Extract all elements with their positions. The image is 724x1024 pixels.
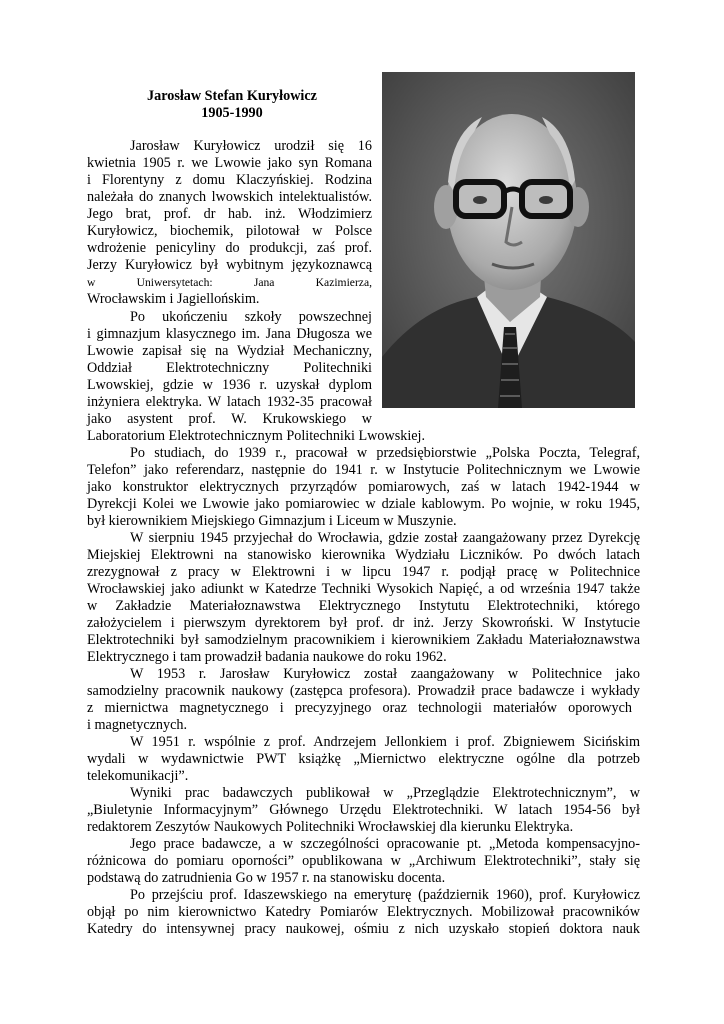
text-line: różnicowa do pomiaru oporności” opublikowana w „Archiwum Elektrotechniki”, stały się — [87, 853, 640, 869]
text-line: wydali w wydawnictwie PWT książkę „Miernictwo elektryczne ogólne dla potrzeb — [87, 751, 640, 767]
document-years: 1905-1990 — [201, 105, 263, 121]
text-line: Laboratorium Elektrotechnicznym Politechniki Lwowskiej. — [87, 428, 426, 444]
text-line: podstawą do zatrudnienia Go w 1957 r. na stanowisku docenta. — [87, 870, 446, 886]
text-line: Jego brat, prof. dr hab. inż. Włodzimierz — [87, 206, 372, 222]
text-line: Jerzy Kuryłowicz był wybitnym językoznawcą — [87, 257, 372, 273]
text-line: Lwowie zapisał się na Wydział Mechaniczny, — [87, 343, 372, 359]
text-line: Katedry do intensywnej pracy naukowej, ośmiu z nich uzyskało stopień doktora nauk — [87, 921, 640, 937]
text-line: Po przejściu prof. Idaszewskiego na emeryturę (październik 1960), prof. Kuryłowicz — [130, 887, 640, 903]
text-line: był kierownikiem Miejskiego Gimnazjum i Liceum w Muszynie. — [87, 513, 457, 529]
text-line: W sierpniu 1945 przyjechał do Wrocławia, gdzie został zaangażowany przez Dyrekcję — [130, 530, 640, 546]
text-line: Kuryłowicz, biochemik, pilotował w Polsce — [87, 223, 372, 239]
text-line: Dyrekcji Kolei we Lwowie jako pomiarowiec w dziale kablowym. Po wojnie, w roku 1945, — [87, 496, 640, 512]
text-line: jako konstruktor elektrycznych przyrządów pomiarowych, zaś w latach 1942-1944 w — [87, 479, 640, 495]
text-line: redaktorem Zeszytów Naukowych Politechniki Wrocławskiej dla kierunku Elektryka. — [87, 819, 574, 835]
text-line: Wrocławskim i Jagiellońskim. — [87, 291, 260, 307]
text-line: objął po nim kierownictwo Katedry Pomiarów Elektrycznych. Mobilizował pracowników — [87, 904, 640, 920]
text-line: jako asystent prof. W. Krukowskiego w — [87, 411, 372, 427]
text-line: Jego prace badawcze, a w szczególności opracowanie pt. „Metoda kompensacyjno- — [130, 836, 640, 852]
text-line: inżyniera elektryka. W latach 1932-35 pracował — [87, 394, 372, 410]
text-line: Po studiach, do 1939 r., pracował w przedsiębiorstwie „Polska Poczta, Telegraf, — [130, 445, 640, 461]
text-line: W 1951 r. wspólnie z prof. Andrzejem Jellonkiem i prof. Zbigniewem Sicińskim — [130, 734, 640, 750]
text-line: Po ukończeniu szkoły powszechnej — [130, 309, 372, 325]
text-line: i Florentyny z domu Klaczyńskiej. Rodzina — [87, 172, 372, 188]
text-line: Elektrycznego i tam prowadził badania naukowe do roku 1962. — [87, 649, 447, 665]
text-line: Wrocławskiej jako adiunkt w Katedrze Techniki Wysokich Napięć, a od września 1947 także — [87, 581, 640, 597]
text-line: wdrożenie penicyliny do produkcji, zaś prof. — [87, 240, 372, 256]
document-title: Jarosław Stefan Kuryłowicz — [147, 88, 317, 104]
text-line: telekomunikacji”. — [87, 768, 189, 784]
text-line: i gimnazjum klasycznego im. Jana Długosza we — [87, 326, 372, 342]
text-line: w Zakładzie Materiałoznawstwa Elektrycznego Instytutu Elektrotechniki, którego — [87, 598, 640, 614]
text-line: z miernictwa magnetycznego i precyzyjnego oraz technologii materiałów oporowych — [87, 700, 632, 716]
text-line: Wyniki prac badawczych publikował w „Przeglądzie Elektrotechnicznym”, w — [130, 785, 640, 801]
text-line: w Uniwersytetach: Jana Kazimierza, — [87, 276, 372, 289]
text-line: i magnetycznych. — [87, 717, 188, 733]
text-line: zrezygnował z pracy w Elektrowni i w lipcu 1947 r. podjął pracę w Politechnice — [87, 564, 640, 580]
text-line: Oddział Elektrotechniczny Politechniki — [87, 360, 372, 376]
text-line: samodzielny pracownik naukowy (zastępca profesora). Prowadził prace badawcze i wykłady — [87, 683, 640, 699]
text-line: Elektrotechniki był samodzielnym pracownikiem i kierownikiem Zakładu Materiałoznawstwa — [87, 632, 640, 648]
text-line: kwietnia 1905 r. we Lwowie jako syn Romana — [87, 155, 372, 171]
text-line: Lwowskiej, gdzie w 1936 r. uzyskał dyplom — [87, 377, 372, 393]
text-line: „Biuletynie Informacyjnym” Głównego Urzędu Elektrotechniki. W latach 1954-56 był — [87, 802, 640, 818]
portrait-photo — [382, 72, 635, 408]
text-line: Telefon” jako referendarz, następnie do 1941 r. w Instytucie Politechnicznym we Lwowie — [87, 462, 640, 478]
text-line: Jarosław Kuryłowicz urodził się 16 — [130, 138, 372, 154]
text-line: W 1953 r. Jarosław Kuryłowicz został zaangażowany w Politechnice jako — [130, 666, 640, 682]
text-line: założycielem i pierwszym dyrektorem był prof. dr inż. Jerzy Skowroński. W Instytucie — [87, 615, 640, 631]
text-line: należała do znanych lwowskich intelektualistów. — [87, 189, 372, 205]
text-line: Miejskiej Elektrowni na stanowisko kierownika Wydziału Liczników. Po dwóch latach — [87, 547, 640, 563]
